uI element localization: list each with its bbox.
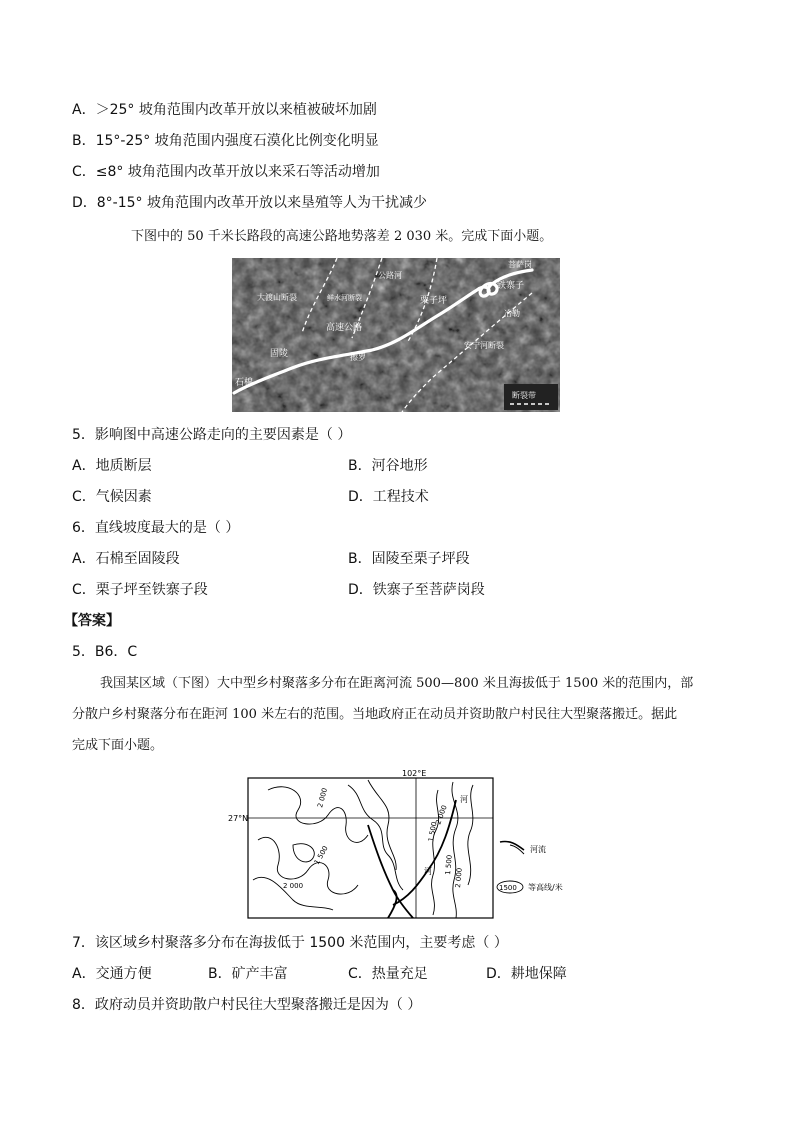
label-yele: 冶勒 — [504, 309, 520, 318]
answer-heading: 【答案】 — [64, 613, 120, 629]
label-xianshui: 鲜水河断裂 — [327, 294, 362, 302]
lat-label: 27°N — [228, 814, 249, 823]
legend-contour-value: 1500 — [499, 884, 517, 892]
q6-option-a: A．石棉至固陵段 — [72, 551, 180, 567]
q7-option-c: C．热量充足 — [348, 966, 428, 982]
q7-option-b: B．矿产丰富 — [208, 966, 288, 982]
highway-terrain-map — [232, 258, 560, 412]
option-4d: D．8°-15° 坡角范围内改革开放以来垦殖等人为干扰减少 — [72, 195, 428, 211]
q7-stem: 7．该区域乡村聚落多分布在海拔低于 1500 米范围内，主要考虑（ ） — [72, 935, 508, 951]
q7-option-a: A．交通方便 — [72, 966, 152, 982]
contour-label-2000a: 2 000 — [316, 787, 330, 809]
legend-contour-label: 等高线/米 — [528, 883, 563, 892]
label-guling: 固陵 — [270, 349, 289, 359]
intro-map2-line1: 我国某区域（下图）大中型乡村聚落多分布在距离河流 500—800 米且海拔低于 1500 米的范围内，部 — [100, 676, 694, 691]
q5-option-b: B．河谷地形 — [348, 458, 428, 474]
q6-stem: 6．直线坡度最大的是（ ） — [72, 520, 240, 536]
q6-option-d: D．铁寨子至菩萨岗段 — [348, 582, 485, 598]
contour-label-1500a: 1 500 — [312, 844, 330, 866]
answer-text: 5．B6．C — [72, 644, 138, 660]
map1-legend-label: 断裂带 — [512, 391, 536, 400]
label-baluo: 擦罗 — [350, 353, 366, 362]
q6-option-c: C．栗子坪至铁寨子段 — [72, 582, 208, 598]
intro-map1: 下图中的 50 千米长路段的高速公路地势落差 2 030 米。完成下面小题。 — [131, 229, 553, 244]
river-label-2: 河 — [424, 867, 432, 876]
q5-option-d: D．工程技术 — [348, 489, 429, 505]
intro-map2-line2: 分散户乡村聚落分布在距河 100 米左右的范围。当地政府正在动员并资助散户村民往大型聚落搬迁。据此 — [72, 707, 678, 722]
label-gaosu: 高速公路 — [326, 323, 363, 333]
contour-label-1500c: 1 500 — [444, 854, 454, 876]
q6-option-b: B．固陵至栗子坪段 — [348, 551, 470, 567]
contour-label-1500b: 1 500 — [427, 821, 439, 843]
q5-option-c: C．气候因素 — [72, 489, 152, 505]
q5-stem: 5．影响图中高速公路走向的主要因素是（ ） — [72, 427, 352, 443]
lon-label: 102°E — [402, 770, 427, 778]
contour-map — [228, 770, 593, 920]
q7-option-d: D．耕地保障 — [486, 966, 567, 982]
contour-label-2000c: 2 000 — [434, 804, 449, 826]
label-lizipin: 栗子坪 — [420, 296, 448, 306]
contour-label-2000d: 2 000 — [454, 867, 464, 889]
legend-river-label: 河流 — [530, 845, 546, 854]
contour-label-2000b: 2 000 — [283, 882, 304, 890]
label-tiezhaizi: 铁寨子 — [497, 281, 525, 291]
intro-map2-line3: 完成下面小题。 — [72, 738, 164, 753]
label-dadushan: 大渡山断裂 — [257, 293, 297, 302]
label-anning: 安宁河断裂 — [464, 341, 504, 350]
option-4a: A．＞25° 坡角范围内改革开放以来植被破坏加剧 — [72, 102, 377, 118]
river-label-1: 河 — [460, 795, 468, 804]
q8-stem: 8．政府动员并资助散户村民往大型聚落搬迁是因为（ ） — [72, 997, 422, 1013]
q5-option-a: A．地质断层 — [72, 458, 152, 474]
label-shimian: 石棉 — [235, 378, 254, 388]
label-gongcheng: 公路河 — [378, 271, 402, 280]
option-4c: C．≤8° 坡角范围内改革开放以来采石等活动增加 — [72, 164, 380, 180]
label-pusagang: 菩萨岗 — [508, 260, 532, 269]
option-4b: B．15°-25° 坡角范围内强度石漠化比例变化明显 — [72, 133, 379, 149]
